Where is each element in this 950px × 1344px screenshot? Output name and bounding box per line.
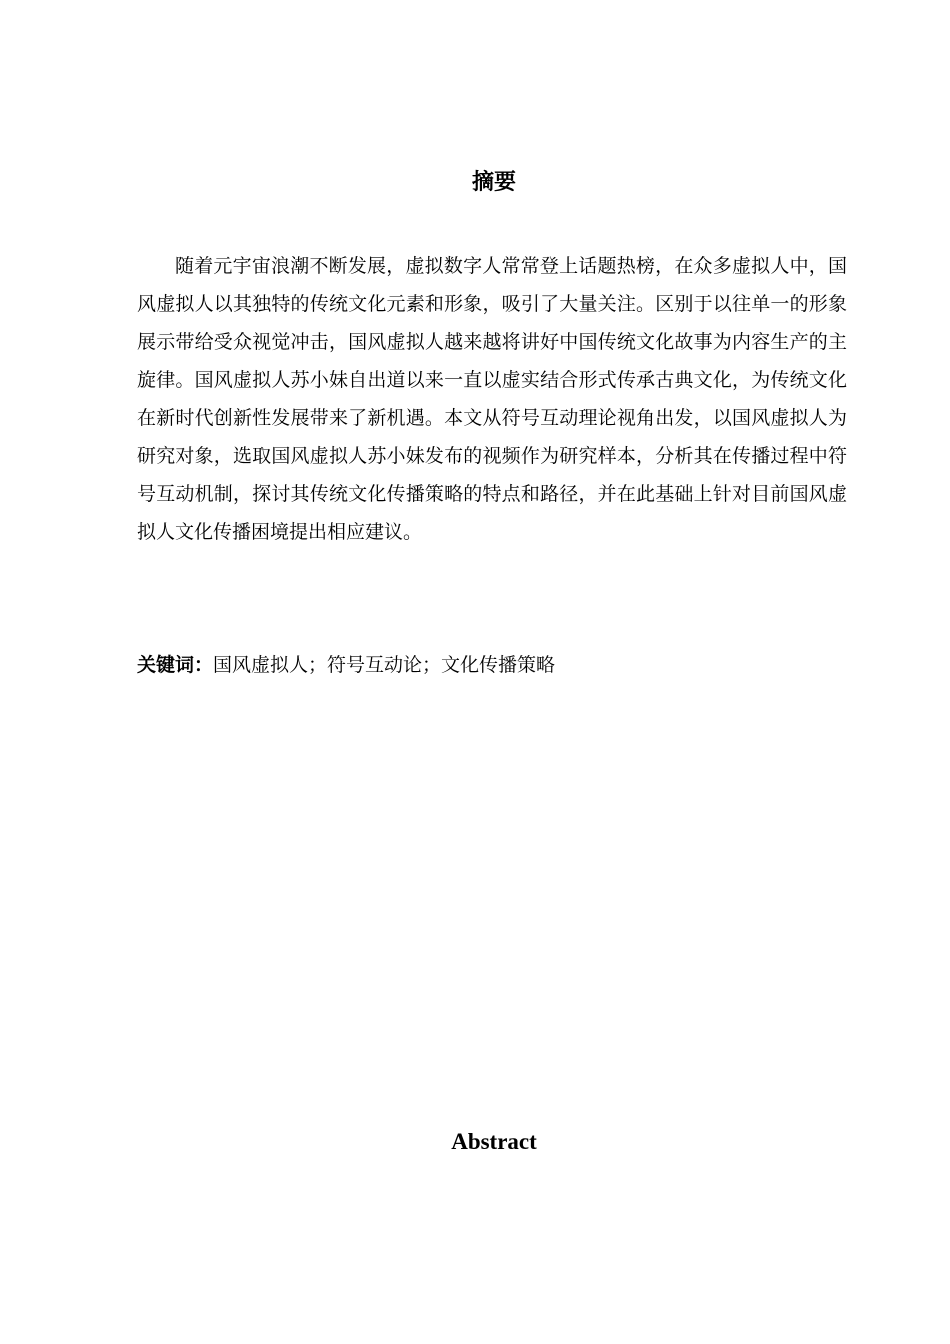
keywords-line (137, 648, 847, 682)
keywords-text: 国风虚拟人；符号互动论；文化传播策略 (213, 654, 556, 676)
abstract-title-cn: 摘要 (471, 170, 516, 195)
keywords-label: 关键词： (137, 654, 214, 676)
abstract-body-cn (137, 247, 847, 551)
abstract-paragraph: 随着元宇宙浪潮不断发展，虚拟数字人常常登上话题热榜，在众多虚拟人中，国风虚拟人以其独特的传统文化元素和形象，吸引了大量关注。区别于以往单一的形象展示带给受众视觉冲击，国风虚拟人越来越将讲好中国传统文化故事为内容生产的主旋律。国风虚拟人苏小妹自出道以来一直以虚实结合形式传承古典文化，为传统文化在新时代创新性发展带来了新机遇。本文从符号互动理论视角出发，以国风虚拟人为研究对象，选取国风虚拟人苏小妹发布的视频作为研究样本，分析其在传播过程中符号互动机制，探讨其传统文化传播策略的特点和路径，并在此基础上针对目前国风虚拟人文化传播困境提出相应建议。 (137, 255, 847, 543)
abstract-title-en: Abstract (451, 1129, 537, 1154)
